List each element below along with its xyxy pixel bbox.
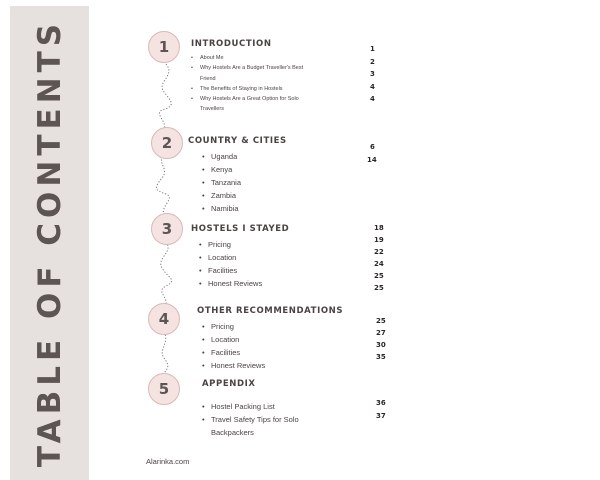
section-1-items <box>191 53 309 115</box>
dotted-connector-2-3 <box>146 152 186 217</box>
table-of-contents-title: TABLE OF CONTENTS <box>31 18 68 468</box>
page-number: 1 <box>370 45 375 53</box>
dotted-connector-1-2 <box>146 62 186 132</box>
toc-item[interactable]: • Honest Reviews <box>199 278 262 291</box>
page-number: 4 <box>370 95 375 103</box>
toc-item[interactable]: • Travel Safety Tips for Solo Backpackers <box>202 414 312 440</box>
toc-item[interactable]: • Zambia <box>202 190 241 203</box>
toc-item[interactable]: • Location <box>202 334 265 347</box>
page-number: 14 <box>367 155 377 164</box>
toc-item[interactable]: • Why Hostels Are a Budget Traveller's Best Friend <box>191 63 309 84</box>
page-number: 3 <box>370 70 375 78</box>
toc-item[interactable]: • Facilities <box>202 347 265 360</box>
toc-item[interactable]: • About Me <box>191 53 309 63</box>
page-number: 25 <box>374 284 384 292</box>
section-3-items <box>199 239 262 291</box>
section-2-heading[interactable]: COUNTRY & CITIES <box>188 136 287 146</box>
page-number: 37 <box>376 411 386 420</box>
section-5-page-numbers <box>376 397 386 422</box>
section-3-page-numbers <box>374 222 384 294</box>
page-number: 24 <box>374 260 384 268</box>
page-number: 27 <box>376 329 386 337</box>
section-3-heading[interactable]: HOSTELS I STAYED <box>191 224 290 234</box>
section-5-number-badge: 5 <box>148 373 180 405</box>
page-number: 36 <box>376 399 386 407</box>
page-number: 30 <box>376 341 386 349</box>
toc-item[interactable]: • Namibia <box>202 203 241 216</box>
toc-item[interactable]: • The Benefits of Staying in Hostels <box>191 84 309 94</box>
toc-item[interactable]: • Kenya <box>202 164 241 177</box>
page-number: 18 <box>374 224 384 232</box>
page-number: 4 <box>370 82 375 91</box>
page-number: 25 <box>376 317 386 325</box>
toc-item[interactable]: • Honest Reviews <box>202 360 265 373</box>
section-5-heading[interactable]: APPENDIX <box>202 379 256 389</box>
section-3-number-badge: 3 <box>151 213 183 245</box>
side-band <box>10 6 89 480</box>
section-4-items <box>202 321 265 373</box>
section-1-number-badge: 1 <box>148 31 180 63</box>
section-4-number-badge: 4 <box>148 303 180 335</box>
dotted-connector-3-4 <box>148 240 188 310</box>
page-number: 19 <box>374 236 384 244</box>
dotted-connector-4-5 <box>152 330 182 375</box>
page-number: 6 <box>370 143 375 151</box>
toc-item[interactable]: • Pricing <box>199 239 262 252</box>
toc-item[interactable]: • Hostel Packing List <box>202 401 312 414</box>
section-4-heading[interactable]: OTHER RECOMMENDATIONS <box>197 306 344 316</box>
page-number: 25 <box>374 272 384 280</box>
footer-website[interactable]: Alarinka.com <box>146 457 190 466</box>
page-number: 22 <box>374 248 384 256</box>
toc-item[interactable]: • Tanzania <box>202 177 241 190</box>
section-2-items <box>202 151 241 216</box>
toc-item[interactable]: • Facilities <box>199 265 262 278</box>
toc-item[interactable]: • Location <box>199 252 262 265</box>
section-2-page-numbers <box>367 141 377 166</box>
toc-item[interactable]: • Why Hostels Are a Great Option for Solo Travellers <box>191 94 309 115</box>
page-number: 2 <box>370 57 375 66</box>
section-2-number-badge: 2 <box>151 127 183 159</box>
toc-item[interactable]: • Pricing <box>202 321 265 334</box>
section-1-page-numbers <box>370 43 375 106</box>
page-number: 35 <box>376 353 386 361</box>
section-1-heading[interactable]: INTRODUCTION <box>191 39 272 49</box>
section-5-items <box>202 401 312 440</box>
toc-item[interactable]: • Uganda <box>202 151 241 164</box>
section-4-page-numbers <box>376 315 386 363</box>
